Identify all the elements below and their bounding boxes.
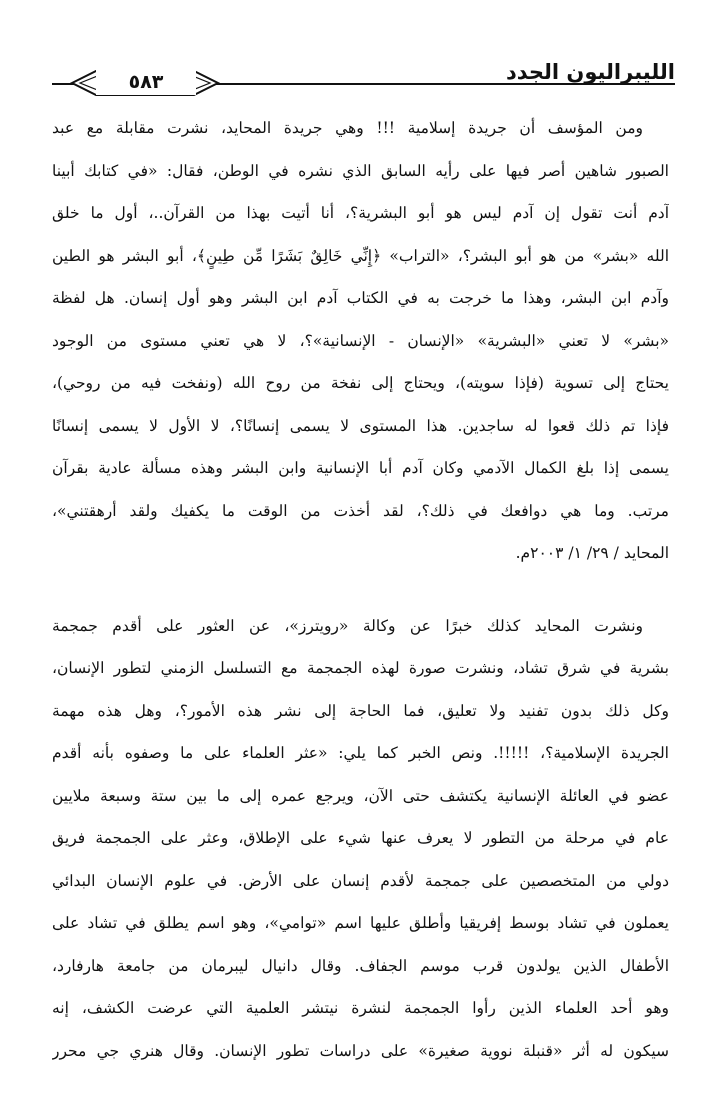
body-text [52, 107, 669, 1072]
text-line: مرتب. وما هي دوافعك في ذلك؟، لقد أخذت من الوقت ما يكفيك ولقد أرهقتني»، [52, 501, 669, 520]
text-line: بشرية في شرق تشاد، ونشرت صورة لهذه الجمجمة مع التسلسل الزمني لتطور الإنسان، [52, 659, 669, 677]
page-header [52, 58, 675, 98]
paragraph-2 [52, 605, 669, 1073]
text-line: الجريدة الإسلامية؟، !!!!!. ونص الخبر كما يلي: «عثر العلماء على ما وصفوه بأنه أقدم [52, 744, 669, 762]
text-line: يسمى إذا بلغ الكمال الآدمي وكان آدم أبا الإنسانية وابن البشر وهذه مسألة عادية بقرآن [52, 459, 669, 477]
paragraph-gap [52, 575, 669, 605]
text-line: يعملون في تشاد بوسط إفريقيا وأطلق عليها اسم «توامي»، وهو اسم يطلق في تشاد على [52, 914, 669, 932]
page-number: ٥٨٣ [96, 69, 196, 95]
text-line: عضو في العائلة الإنسانية يكتشف حتى الآن، ويرجع عمره إلى ما بين ستة وسبعة ملايين [52, 786, 669, 805]
text-line: الأطفال الذين يولدون قرب موسم الجفاف. وقال دانيال ليبرمان من جامعة هارفارد، [52, 956, 669, 975]
text-line: ونشرت المحايد كذلك خبرًا عن وكالة «رويترز»، عن العثور على أقدم جمجمة [52, 616, 643, 635]
running-title: الليبراليون الجدد [505, 60, 675, 84]
paragraph-1 [52, 107, 669, 575]
text-line: وكل ذلك بدون تفنيد ولا تعليق، فما الحاجة إلى نشر هذه الأمور؟، وهل هذه مهمة [52, 701, 669, 720]
text-line: عام في مرحلة من التطور لا يعرف عنها شيء على الإطلاق، وعثر على الجمجمة فريق [52, 829, 669, 847]
text-line: المحايد / ٢٩/ ١/ ٢٠٠٣م. [515, 544, 669, 562]
text-line: وهو أحد العلماء الذين رأوا الجمجمة لنشرة نيتشر العلمية التي عرضت الكشف، إنه [52, 999, 669, 1017]
text-line: فإذا تم ذلك قعوا له ساجدين. هذا المستوى لا يسمى إنسانًا؟، لا الأول لا يسمى إنسانًا [52, 416, 669, 435]
text-line: دولي من المتخصصين على جمجمة لأقدم إنسان على الأرض. في علوم الإنسان البدائي [52, 871, 669, 890]
text-line: الصبور شاهين أصر فيها على رأيه السابق الذي نشره في الوطن، فقال: «في كتابك أبينا [52, 161, 669, 180]
text-line: سيكون له أثر «قنبلة نووية صغيرة» على دراسات تطور الإنسان. وقال هنري جي محرر [52, 1041, 669, 1060]
text-line: «بشر» لا تعني «البشرية» «الإنسان - الإنسانية»؟، لا هي تعني مستوى من الوجود [52, 331, 669, 350]
text-line: ومن المؤسف أن جريدة إسلامية !!! وهي جريدة المحايد، نشرت مقابلة مع عبد [52, 119, 643, 137]
text-line: يحتاج إلى تسوية (فإذا سويته)، ويحتاج إلى نفخة من روح الله (ونفخت فيه من روحي)، [52, 374, 669, 392]
text-line: الله «بشر» من هو أبو البشر؟، «التراب» ﴿إِنِّي خَالِقٌ بَشَرًا مِّن طِينٍ﴾، أبو البشر هو الطين [52, 246, 669, 265]
text-line: وآدم ابن البشر، وهذا ما خرجت به في الكتاب آدم ابن البشر وهو أول إنسان. هل لفظة [52, 289, 669, 307]
text-line: آدم أنت تقول إن آدم ليس هو أبو البشرية؟، أنا أتيت بهذا من القرآن..، أول ما خلق [52, 204, 669, 222]
